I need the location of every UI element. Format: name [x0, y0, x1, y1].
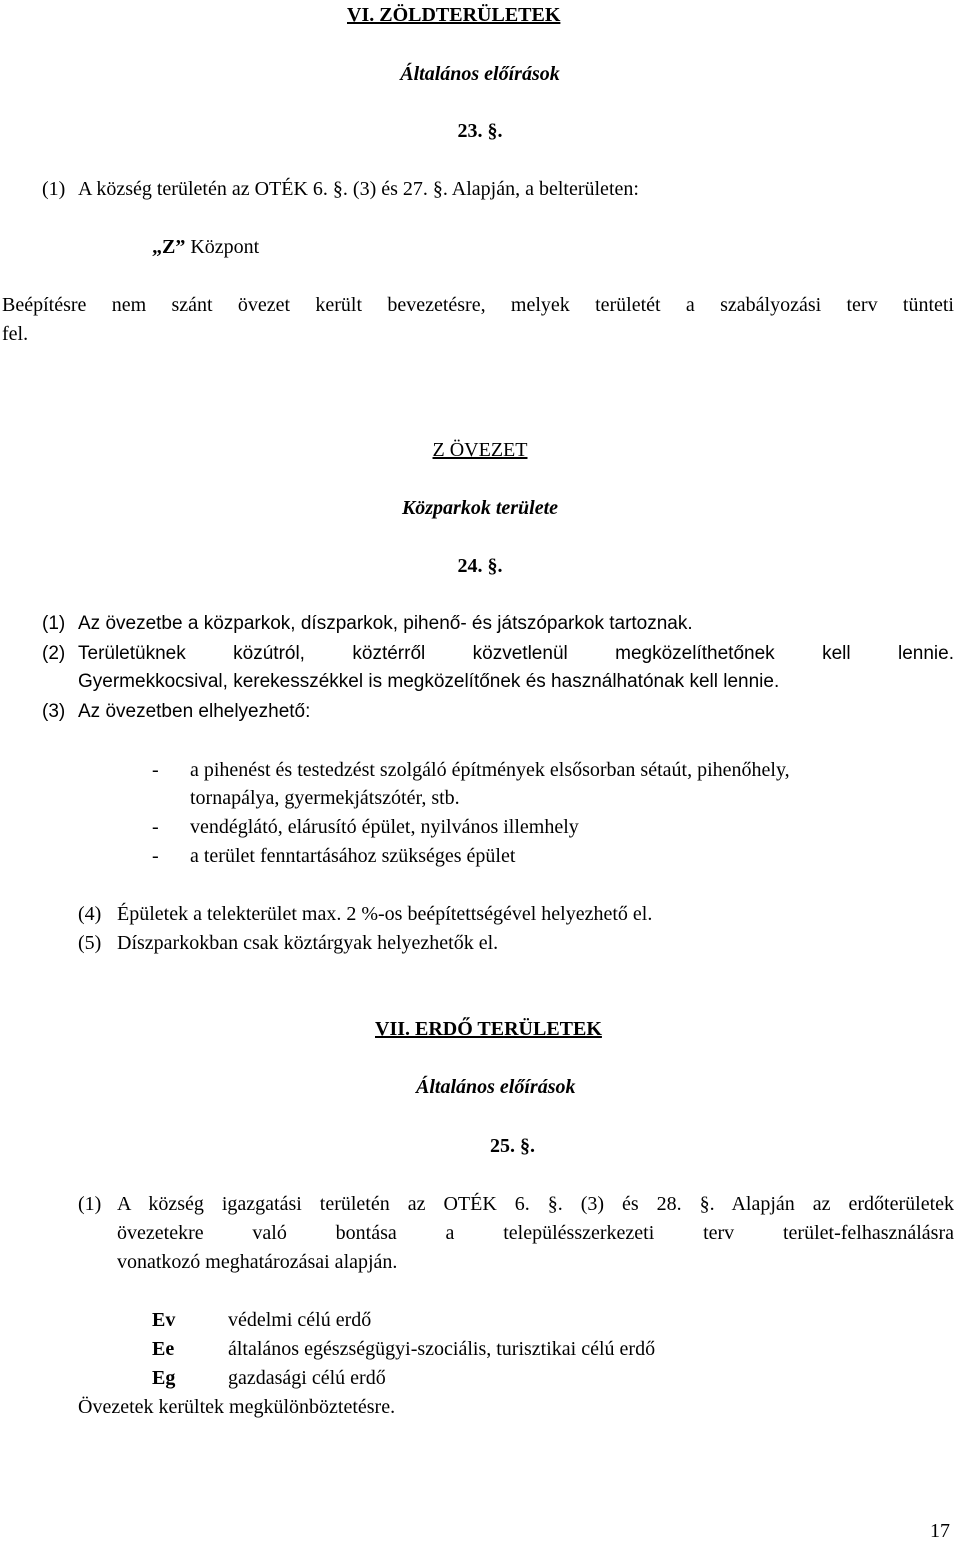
section6-paragraph-number: 23. §.: [457, 120, 503, 142]
bullet-dash: -: [152, 845, 159, 867]
section7-paragraph-number: 25. §.: [490, 1135, 535, 1157]
zone-z-item2-line2: Gyermekkocsival, kerekesszékkel is megközelítőnek és használhatónak kell lennie.: [78, 671, 780, 692]
section7-p1-number: (1): [78, 1193, 102, 1215]
bullet-dash: -: [152, 759, 159, 781]
zone-description: gazdasági célú erdő: [228, 1367, 386, 1389]
zone-z-item2-number: (2): [42, 643, 66, 664]
section6-intro-line2: fel.: [2, 323, 29, 345]
zone-code: Eg: [152, 1367, 176, 1389]
zone-z-item2-line1: Területüknek közútról, köztérről közvetlenül megközelíthetőnek kell lennie.: [78, 643, 954, 664]
zone-z-item3-number: (3): [42, 701, 66, 722]
z-zone-name: Központ: [190, 236, 260, 258]
zone-z-item5-text: Díszparkokban csak köztárgyak helyezhetők el.: [117, 932, 499, 954]
bullet-text: vendéglátó, elárusító épület, nyilvános illemhely: [190, 816, 579, 838]
zone-description: védelmi célú erdő: [228, 1309, 372, 1331]
zone-code: Ee: [152, 1338, 175, 1360]
zone-z-heading: Z ÖVEZET: [432, 439, 528, 461]
z-zone-label: „Z”: [152, 236, 186, 258]
section6-p1-number: (1): [42, 178, 66, 200]
section7-p1-line1: A község igazgatási területén az OTÉK 6. §. (3) és 28. §. Alapján az erdőterületek: [117, 1193, 954, 1215]
zone-z-subheading: Közparkok területe: [401, 497, 559, 519]
bullet-dash: -: [152, 816, 159, 838]
zone-z-item3-text: Az övezetben elhelyezhető:: [78, 701, 311, 722]
bullet-text-continued: tornapálya, gyermekjátszótér, stb.: [190, 787, 460, 809]
zone-z-item5-number: (5): [78, 932, 102, 954]
intro-line1-text: Beépítésre nem szánt övezet került bevezetésre, melyek területét a szabályozási terv tünteti: [2, 294, 954, 316]
section6-intro-line1: [2, 291, 954, 319]
z-zone-line: [152, 233, 259, 261]
zone-z-item1-number: (1): [42, 613, 66, 634]
bullet-text: a terület fenntartásához szükséges épület: [190, 845, 516, 867]
section7-heading: VII. ERDŐ TERÜLETEK: [375, 1018, 602, 1040]
bullet-text: a pihenést és testedzést szolgáló építmények elsősorban sétaút, pihenőhely,: [190, 759, 790, 781]
section7-closing: Övezetek kerültek megkülönböztetésre.: [78, 1396, 396, 1418]
page-number: 17: [930, 1520, 950, 1542]
section7-subheading: Általános előírások: [416, 1076, 576, 1098]
zone-description: általános egészségügyi-szociális, turisztikai célú erdő: [228, 1338, 656, 1360]
zone-z-item4-number: (4): [78, 903, 102, 925]
section6-p1-text: A község területén az OTÉK 6. §. (3) és 27. §. Alapján, a belterületen:: [78, 178, 639, 200]
zone-z-paragraph-number: 24. §.: [457, 555, 503, 577]
section7-p1-line2: övezetekre való bontása a településszerkezeti terv terület-felhasználásra: [117, 1222, 954, 1244]
zone-code: Ev: [152, 1309, 176, 1331]
section7-p1-line3: vonatkozó meghatározásai alapján.: [117, 1251, 398, 1273]
section6-heading: VI. ZÖLDTERÜLETEK: [347, 4, 561, 26]
zone-z-item1-text: Az övezetbe a közparkok, díszparkok, pihenő- és játszóparkok tartoznak.: [78, 613, 693, 634]
section6-subheading: Általános előírások: [400, 63, 560, 85]
zone-z-item4-text: Épületek a telekterület max. 2 %-os beépítettségével helyezhető el.: [117, 903, 653, 925]
